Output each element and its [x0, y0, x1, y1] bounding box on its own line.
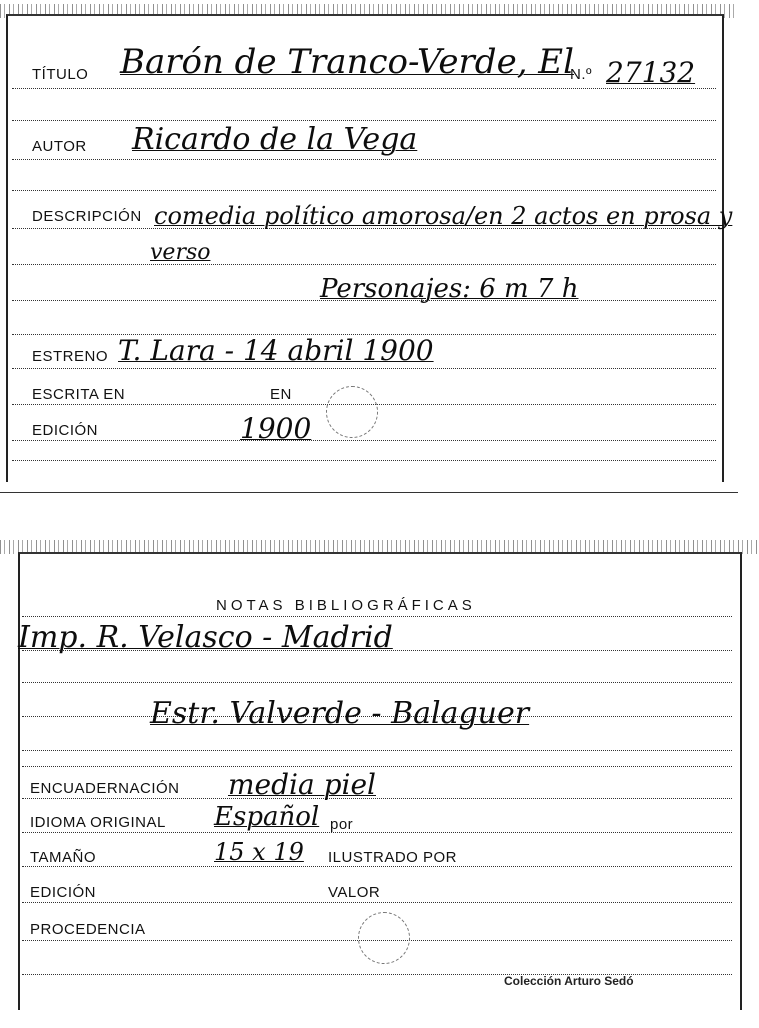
notas-heading: NOTAS BIBLIOGRÁFICAS: [216, 597, 476, 614]
escrita-en-label: ESCRITA EN: [32, 386, 126, 403]
rule: [22, 902, 732, 903]
rule: [22, 750, 732, 751]
notas-line1: Imp. R. Velasco - Madrid: [18, 620, 393, 655]
estreno-label: ESTRENO: [32, 348, 109, 365]
rule: [12, 264, 716, 265]
idioma-original-label: IDIOMA ORIGINAL: [30, 814, 166, 831]
descripcion-label: DESCRIPCIÓN: [32, 208, 142, 225]
card-separator: [0, 492, 738, 493]
titulo-value: Barón de Tranco-Verde, El: [120, 42, 575, 82]
faint-stamp: [358, 912, 410, 964]
encuadernacion-value: media piel: [228, 768, 376, 801]
rule: [12, 120, 716, 121]
numero-value: 27132: [606, 56, 696, 89]
tamano-value: 15 x 19: [214, 838, 304, 866]
rule: [22, 832, 732, 833]
descripcion-value-line2: verso: [150, 240, 211, 265]
edicion-back-label: EDICIÓN: [30, 884, 97, 901]
catalog-card-back: [18, 552, 742, 1010]
catalog-card-front: [6, 14, 733, 482]
descripcion-value-line1: comedia político amorosa/en 2 actos en prosa y: [154, 202, 733, 230]
titulo-label: TÍTULO: [32, 66, 89, 83]
procedencia-label: PROCEDENCIA: [30, 921, 146, 938]
rule: [22, 766, 732, 767]
edicion-label: EDICIÓN: [32, 422, 99, 439]
estreno-value: T. Lara - 14 abril 1900: [118, 334, 434, 367]
rule: [22, 682, 732, 683]
encuadernacion-label: ENCUADERNACIÓN: [30, 780, 180, 797]
rule: [22, 798, 732, 799]
por-label: por: [330, 816, 354, 833]
faint-stamp: [326, 386, 378, 438]
valor-label: VALOR: [328, 884, 381, 901]
idioma-original-value: Español: [214, 802, 320, 832]
numero-label: N.º: [570, 66, 592, 83]
rule: [22, 616, 732, 617]
rule: [12, 159, 716, 160]
personajes-value: Personajes: 6 m 7 h: [320, 274, 579, 304]
rule: [12, 460, 716, 461]
rule: [12, 190, 716, 191]
rule: [22, 866, 732, 867]
rule: [12, 440, 716, 441]
autor-value: Ricardo de la Vega: [132, 122, 418, 157]
tamano-label: TAMAÑO: [30, 849, 97, 866]
ilustrado-por-label: ILUSTRADO POR: [328, 849, 458, 866]
rule: [12, 368, 716, 369]
coleccion-footer: Colección Arturo Sedó: [504, 974, 634, 988]
autor-label: AUTOR: [32, 138, 87, 155]
notas-line2: Estr. Valverde - Balaguer: [150, 696, 530, 731]
edicion-value: 1900: [240, 412, 312, 445]
en-label: EN: [270, 386, 292, 403]
